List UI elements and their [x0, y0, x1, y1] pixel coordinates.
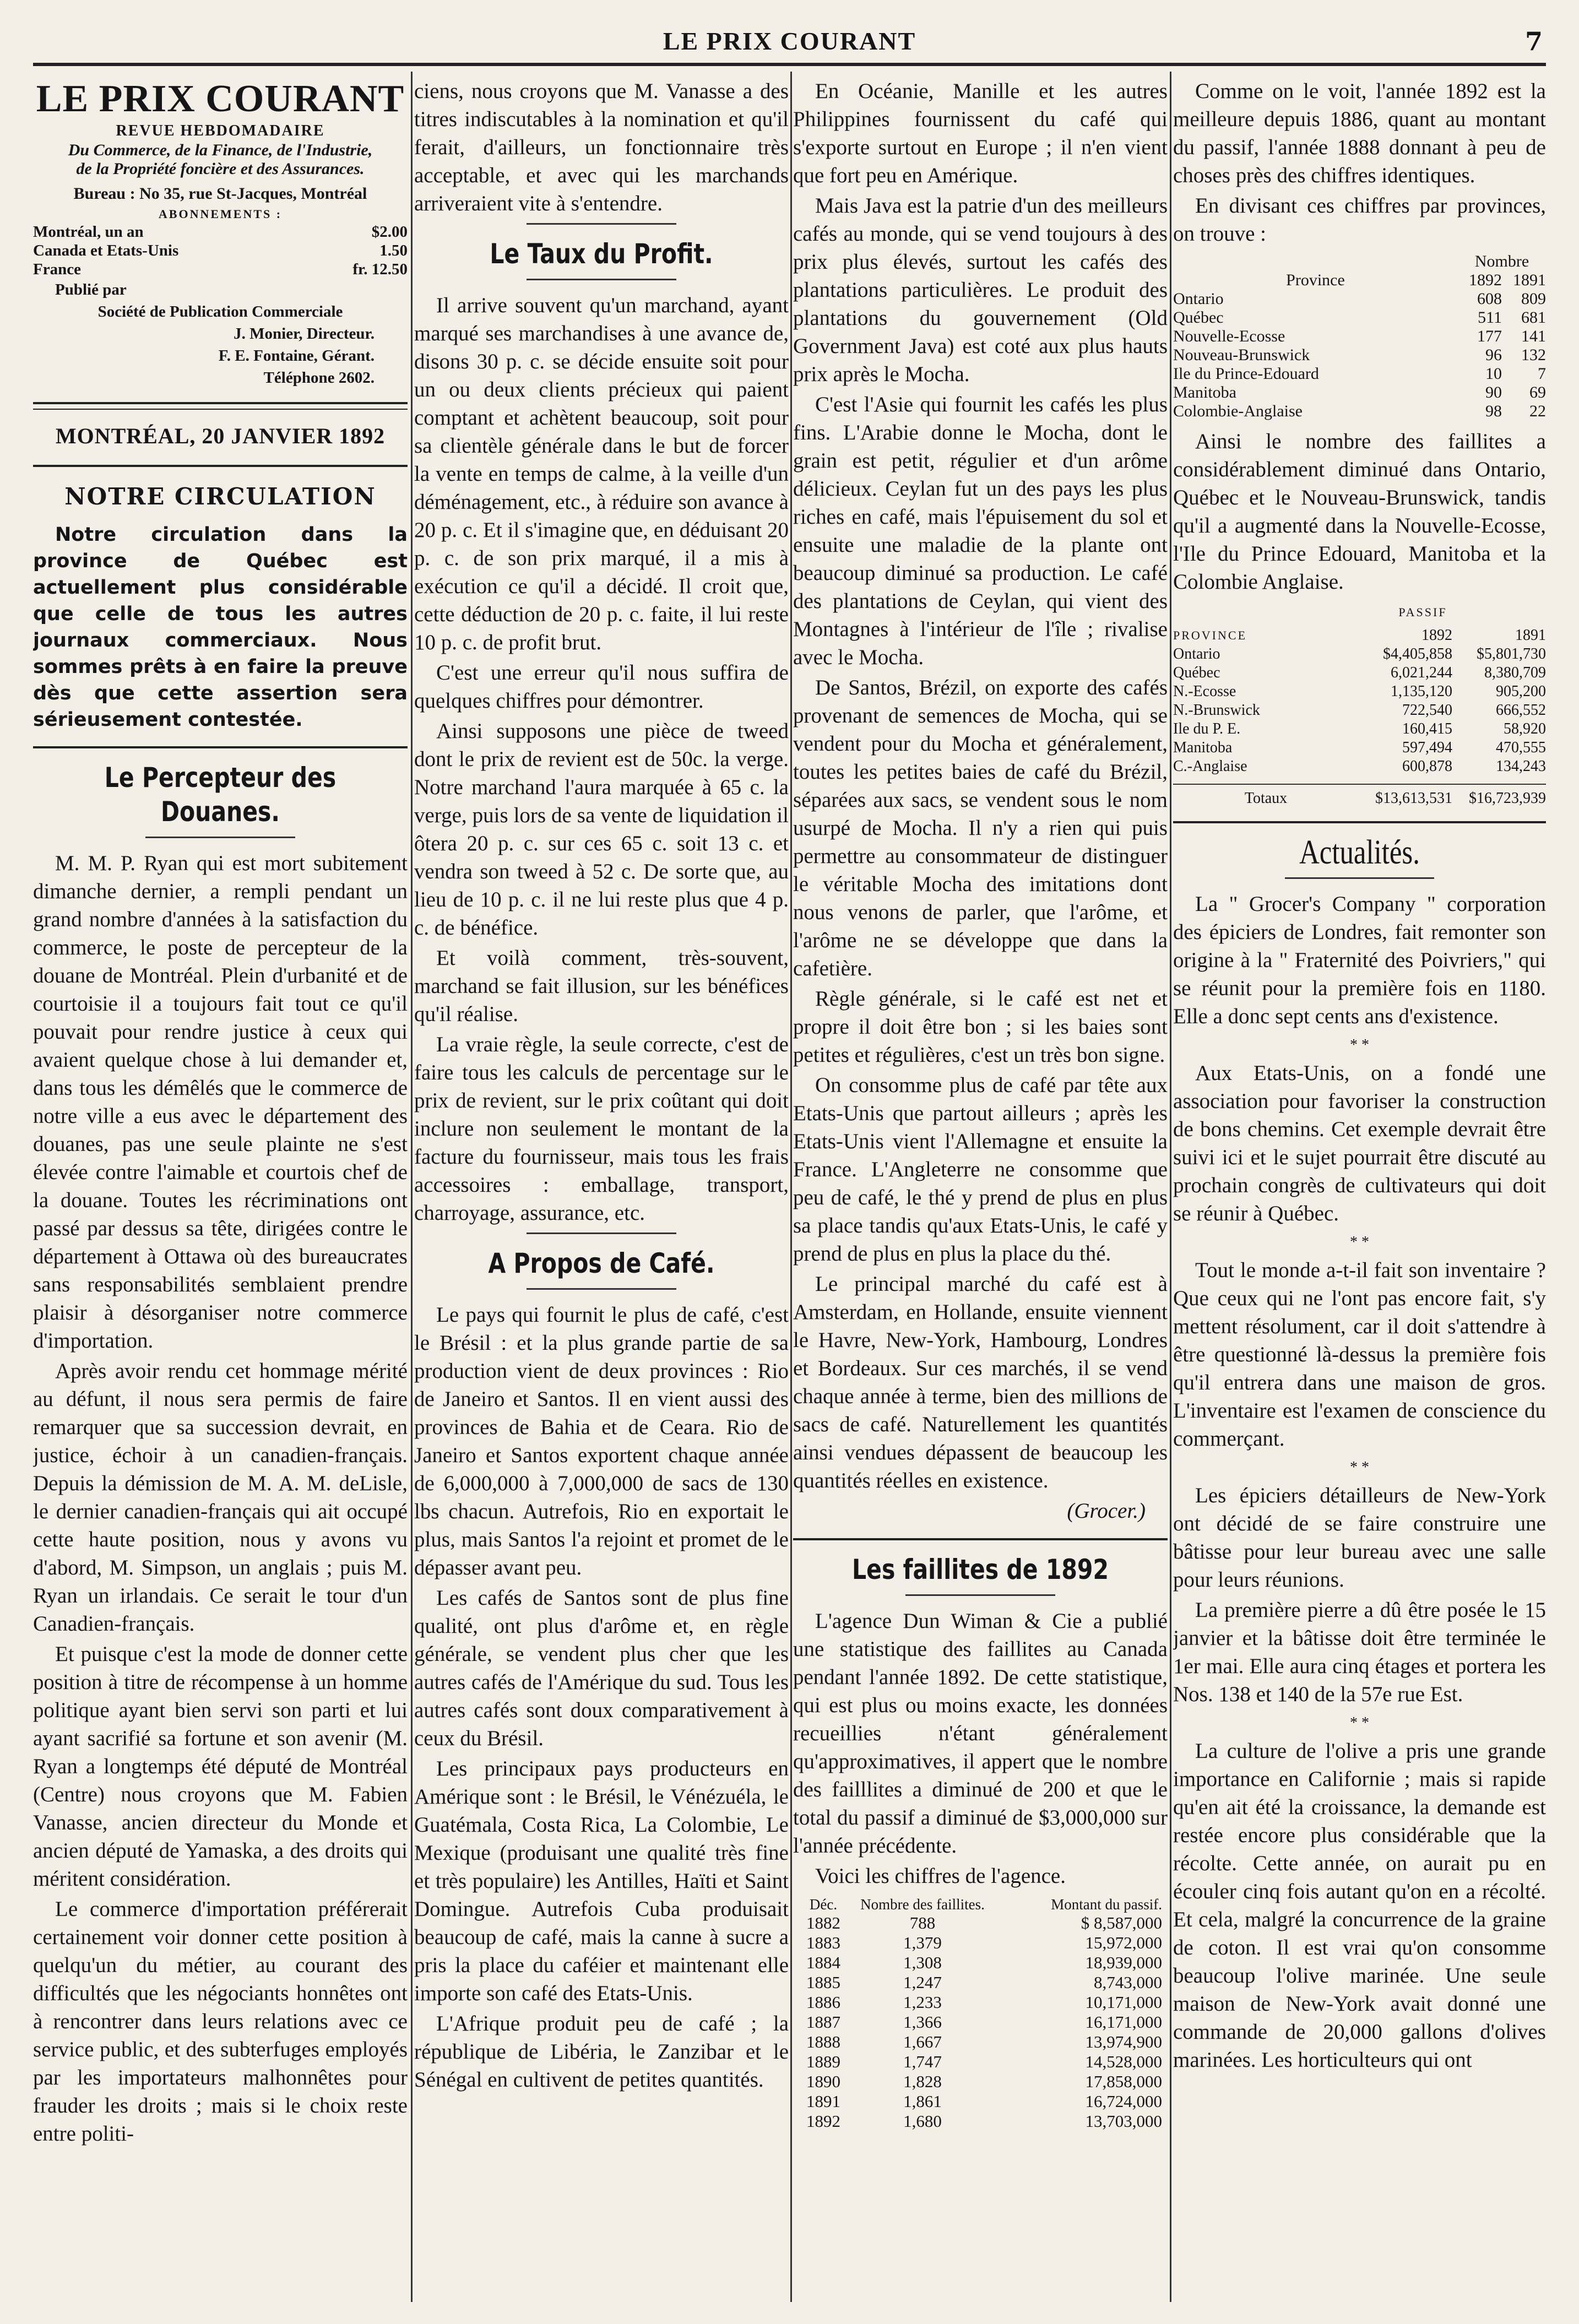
table-cell: 600,878 — [1402, 758, 1452, 775]
table-cell: N.-Brunswick — [1173, 702, 1260, 719]
table-cell: 1883 — [806, 1933, 840, 1952]
table-cell: 1885 — [806, 1973, 840, 1992]
table-cell: Manitoba — [1173, 383, 1236, 401]
table-row — [1173, 365, 1546, 383]
table-cell: 10,171,000 — [1085, 1992, 1162, 2012]
table-row — [793, 1973, 1168, 1992]
directeur: J. Monier, Directeur. — [234, 325, 375, 343]
article-paragraph: Les principaux pays producteurs en Amérique sont : le Brésil, le Vénézuéla, le Guatémala, Costa Rica, La Colombie, Le Mexique (produisant une qualité très fine et très populaire) les Antilles, Haïti et Saint Domingue. Autrefois Cuba produisait beaucoup de café, mais la canne à sucre a pris la place du caféier et maintenant elle importe son café des Etats-Unis. — [414, 1757, 789, 2005]
passif-label: PASSIF — [1398, 605, 1447, 619]
running-header — [33, 22, 1546, 66]
article-paragraph: La culture de l'olive a pris une grande importance en Californie ; mais si rapide qu'en ait été la croissance, la demande est restée encore plus considérable que la récolte. Cette année, on aurait pu en écouler cinq fois autant qu'on en a récolté. Et cela, malgré la concurrence de la graine de coton. Il est vrai qu'on consomme beaucoup l'olive marinée. Une seule maison de New-York avait donné une commande de 20,000 gallons d'olives marinées. Les horticulteurs qui ont — [1173, 1739, 1546, 2072]
table-cell: $ 8,587,000 — [1081, 1913, 1162, 1932]
table-cell: Ile du Prince-Edouard — [1173, 365, 1319, 383]
table-cell: 1891 — [806, 2092, 840, 2111]
column-3 — [793, 77, 1168, 2296]
actualites-heading: Actualités. — [1299, 834, 1420, 871]
table-cell: 1,247 — [903, 1973, 942, 1992]
table-row — [1173, 383, 1546, 402]
table-row — [1173, 757, 1546, 776]
table-row — [793, 1953, 1168, 1973]
table-cell: 69 — [1529, 383, 1546, 401]
table-row — [793, 2052, 1168, 2072]
asterism: * * — [1350, 1459, 1369, 1476]
divider — [793, 1538, 1168, 1540]
price-row: France fr. 12.50 — [33, 260, 408, 278]
table-cell: 681 — [1521, 308, 1546, 327]
divider — [1173, 821, 1546, 823]
table-row — [1173, 402, 1546, 421]
circulation-heading: NOTRE CIRCULATION — [64, 483, 376, 510]
table-cell: 13,703,000 — [1085, 2111, 1162, 2131]
table-cell: 10 — [1485, 365, 1502, 383]
divider — [33, 465, 408, 467]
masthead-tagline: de la Propriété foncière et des Assurances. — [76, 160, 365, 178]
running-title: LE PRIX COURANT — [663, 27, 916, 55]
table-cell: 8,380,709 — [1484, 664, 1546, 681]
table-cell: $4,405,858 — [1383, 645, 1452, 663]
article-paragraph: La première pierre a dû être posée le 15 janvier et la bâtisse doit être terminée le 1er mai. Elle aura cinq étages et portera les Nos. 138 et 140 de la 57e rue Est. — [1173, 1598, 1546, 1706]
article-paragraph: De Santos, Brézil, on exporte des cafés provenant de semences de Mocha, qui se vendent pour du Mocha et généralement, toutes les petites baies de café du Brézil, séparées aux sacs, se vendent sous le nom usurpé de Mocha. Il n'y a rien qui puis permettre au consommateur de distinguer le véritable Mocha des imitations dont nous venons de parler, que l'arôme, et l'arôme ne se développe que dans la cafetière. — [793, 676, 1168, 980]
table-cell: 608 — [1477, 290, 1502, 308]
table-header: Déc. Nombre des faillites. Montant du passif. — [809, 1896, 1162, 1913]
table-row — [1173, 327, 1546, 346]
article-paragraph: Mais Java est la patrie d'un des meilleurs cafés au monde, qui se vend toujours à des prix plus élevés, surtout les cafés des plantations particulières. Le produit des plantations du gouvernement (Old Government Java) est coté aux plus hauts prix après le Mocha. — [793, 194, 1168, 386]
article-paragraph: Ainsi supposons une pièce de tweed dont le prix de revient est de 50c. la verge. Notre marchand l'aura marquée à 65 c. la verge, puis lors de sa vente de liquidation il ôtera 20 p. c. sur ces 65 c. soit 13 c. et vendra son tweed à 52 c. De sorte que, au lieu de 10 p. c. il ne lui reste plus que 4 p. c. de bénéfice. — [414, 719, 789, 940]
table-cell: 134,243 — [1496, 758, 1546, 775]
source-credit: (Grocer.) — [1067, 1499, 1146, 1523]
table-cell: 1886 — [806, 1992, 840, 2012]
table-row — [1173, 739, 1546, 757]
article-paragraph: Les épiciers détailleurs de New-York ont décidé de se faire construire une bâtisse pour leur bureau avec une salle pour leurs réunions. — [1173, 1484, 1546, 1592]
table-cell: 1,233 — [903, 1992, 942, 2012]
cafe-heading: A Propos de Café. — [488, 1247, 715, 1279]
faillites-heading: Les faillites de 1892 — [852, 1554, 1109, 1585]
table-cell: 8,743,000 — [1094, 1973, 1162, 1992]
article-paragraph: Règle générale, si le café est net et propre il doit être bon ; si les baies sont petites et régulières, c'est un très bon signe. — [793, 987, 1168, 1067]
table-cell: 1888 — [806, 2032, 840, 2051]
telephone: Téléphone 2602. — [263, 369, 375, 387]
circulation-text: Notre circulation dans la province de Québec est actuellement plus considérable que celle de tous les autres journaux commerciaux. Nous sommes prêts à en faire la preuve dès que cette assertion sera sérieusement contestée. — [33, 524, 408, 731]
article-paragraph: ciens, nous croyons que M. Vanasse a des titres indiscutables à la nomination et qu'il ferait, d'ailleurs, un fonctionnaire très acceptable, et avec qui les marchands arriveraient vite à s'entendre. — [414, 79, 789, 215]
table-cell: 160,415 — [1402, 720, 1452, 737]
table-cell: Manitoba — [1173, 739, 1233, 756]
province-label: Province — [1286, 271, 1345, 289]
table-row — [793, 1992, 1168, 2012]
table-row — [1173, 645, 1546, 664]
article-paragraph: C'est l'Asie qui fournit les cafés les plus fins. L'Arabie donne le Mocha, dont le grain est petit, régulier et d'un arôme délicieux. Ceylan fut un des pays les plus riches en café, mais l'épuisement du sol et ensuite une maladie de la plante ont beaucoup diminué sa production. Le café des plantations de Ceylan, qui vient des Montagnes à l'intérieur de l'île ; rivalise avec le Mocha. — [793, 393, 1168, 669]
gerant: F. E. Fontaine, Gérant. — [218, 347, 375, 365]
table-row — [1173, 308, 1546, 327]
table-cell: Ile du P. E. — [1173, 720, 1241, 737]
article-paragraph: Comme on le voit, l'année 1892 est la meilleure depuis 1886, quant au montant du passif, l'année 1888 donnant à peu de choses près des chiffres identiques. — [1173, 79, 1546, 187]
masthead-bureau: Bureau : No 35, rue St-Jacques, Montréal — [73, 184, 367, 203]
abonnements-label: ABONNEMENTS : — [158, 207, 283, 221]
table-cell: 58,920 — [1504, 720, 1546, 737]
masthead-subtitle: REVUE HEBDOMADAIRE — [116, 122, 325, 139]
table-cell: 1892 — [806, 2111, 840, 2131]
article-paragraph: Et puisque c'est la mode de donner cette position à titre de récompense à un homme politique ayant bien servi son parti et lui ayant sacrifié sa fortune et son avenir (M. Ryan a longtemps été député de Montréal (Centre) nous croyons que M. Fabien Vanasse, ancien directeur du Monde et ancien député de Yamaska, a des droits qui méritent considération. — [33, 1642, 408, 1891]
table-cell: 1,861 — [903, 2092, 942, 2111]
table-cell: 6,021,244 — [1391, 664, 1452, 681]
table-cell: 511 — [1478, 308, 1502, 327]
article-paragraph: Et voilà comment, très-souvent, marchand se fait illusion, sur les bénéfices qu'il réalise. — [414, 946, 789, 1026]
table-cell: 98 — [1485, 402, 1502, 420]
asterism: * * — [1350, 1234, 1369, 1251]
province-count-table: Nombre Province 1892 1891 Ontario 608 809 Québec 511 681 Nouvelle-Ecosse 177 141 Nouveau-Brunswick 96 132 Ile du Prince-Edouard 10 7 Manitoba 90 69 Colombie-Anglaise 98 22 — [1173, 252, 1546, 420]
table-cell: Québec — [1173, 664, 1220, 681]
table-row — [1173, 290, 1546, 308]
table-cell: Québec — [1173, 308, 1224, 327]
table-cell: 1882 — [806, 1913, 840, 1932]
price-row: Canada et Etats-Unis 1.50 — [33, 242, 408, 259]
total-row: Totaux $13,613,531 $16,723,939 — [1173, 784, 1546, 808]
table-cell: Nouvelle-Ecosse — [1173, 327, 1285, 345]
article-paragraph: L'agence Dun Wiman & Cie a publié une statistique des faillites au Canada pendant l'année 1892. De cette statistique, qui est plus ou moins exacte, les données recueillies n'étant généralement qu'approximatives, il appert que le nombre des failllites a diminué de 200 et que le total du passif a diminué de $3,000,000 sur l'année précédente. — [793, 1609, 1168, 1858]
issue-date: MONTRÉAL, 20 JANVIER 1892 — [55, 423, 386, 448]
divider — [905, 1594, 1055, 1596]
asterism: * * — [1350, 1714, 1369, 1731]
table-row — [793, 1933, 1168, 1953]
table-row — [1173, 682, 1546, 701]
table-cell: 13,974,900 — [1085, 2032, 1162, 2051]
article-paragraph: L'Afrique produit peu de café ; la république de Libéria, le Zanzibar et le Sénégal en cultivent de petites quantités. — [414, 2012, 789, 2092]
table-row — [1173, 720, 1546, 739]
page-number: 7 — [1524, 26, 1543, 56]
article-paragraph: Il arrive souvent qu'un marchand, ayant marqué ses marchandises à une avance de, disons 30 p. c. se décide ensuite soit pour un ou deux clients précieux qui paient comptant et achètent beaucoup, soit pour sa clientèle générale dans le but de forcer la vente en temps de calme, à la veille d'un déménagement, etc., à réduire son avance à 20 p. c. Et il s'imagine que, en déduisant 20 p. c. de son prix marqué, il a mis à exécution ce qu'il a décidé. Il croit que, cette déduction de 20 p. c. faite, il lui reste 10 p. c. de profit brut. — [414, 294, 789, 654]
table-cell: Ontario — [1173, 290, 1224, 308]
article-paragraph: La vraie règle, la seule correcte, c'est de faire tous les calculs de percentage sur le prix de revient, sur le prix coûtant qui doit inclure non seulement le montant de la facture du fournisseur, mais tous les frais accessoires : emballage, transport, charroyage, assurance, etc. — [414, 1033, 789, 1225]
article-paragraph: C'est une erreur qu'il nous suffira de quelques chiffres pour démontrer. — [414, 661, 789, 713]
table-cell: 1,379 — [903, 1933, 942, 1952]
article-paragraph: Le commerce d'importation préférerait certainement voir donner cette position à quelqu'un du métier, au courant des difficultés que les négociants honnêtes ont à rencontrer dans leurs relations avec ce service public, et des subterfuges employés par les importateurs malhonnêtes pour frauder les droits ; mais si le choix reste entre politi- — [33, 1897, 408, 2146]
societe: Société de Publication Commerciale — [97, 303, 343, 321]
table-cell: 1,308 — [903, 1953, 942, 1972]
divider — [1285, 877, 1434, 879]
article-paragraph: Le principal marché du café est à Amsterdam, en Hollande, ensuite viennent le Havre, New-York, Hambourg, Londres et Bordeaux. Sur ces marchés, il se vend chaque année à terme, bien des millions de sacs de café. Naturellement les quantités ainsi vendues dépassent de beaucoup les quantités réelles en existence. — [793, 1272, 1168, 1492]
article-paragraph: La " Grocer's Company " corporation des épiciers de Londres, fait remonter son origine à la " Fraternité des Poivriers," qui se réunit pour la première fois en 1180. Elle a donc sept cents ans d'existence. — [1173, 892, 1546, 1028]
table-cell: 470,555 — [1496, 739, 1546, 756]
article-paragraph: Ainsi le nombre des faillites a considérablement diminué dans Ontario, Québec et le Nouveau-Brunswick, tandis qu'il a augmenté dans la Nouvelle-Ecosse, l'Ile du Prince Edouard, Manitoba et la Colombie Anglaise. — [1173, 430, 1546, 594]
article-paragraph: En Océanie, Manille et les autres Philippines fournissent du café qui s'exporte surtout en Europe ; il n'en vient que fort peu en Amérique. — [793, 79, 1168, 187]
table-cell: 1889 — [806, 2052, 840, 2071]
table-row — [793, 2012, 1168, 2032]
column-4 — [1173, 77, 1546, 2296]
article-paragraph: Tout le monde a-t-il fait son inventaire ? Que ceux qui ne l'ont pas encore fait, s'y mettent résolument, car il doit s'attendre à être questionné là-dessus la première fois qu'il entrera dans une maison de gros. L'inventaire est l'examen de conscience du commerçant. — [1173, 1258, 1546, 1451]
table-cell: 666,552 — [1496, 702, 1546, 719]
article-paragraph: Les cafés de Santos sont de plus fine qualité, ont plus d'arôme et, en règle générale, se vendent plus cher que les autres cafés de l'Amérique du sud. Tous les autres cafés sont doux comparativement à ceux du Brésil. — [414, 1586, 789, 1750]
province-passif-table: PASSIF PROVINCE 1892 1891 Ontario $4,405,858 $5,801,730 Québec 6,021,244 8,380,709 N.-Ecosse 1,135,120 905,200 N.-Brunswick 722,540 666,552 Ile du P. E. 160,415 58,920 Manitoba 597,494 470,555 C.-Anglaise 600,878 134,243 Totaux $13,613,531 $16,723,939 — [1173, 598, 1546, 808]
table-cell: 22 — [1529, 402, 1546, 420]
table-row — [793, 2032, 1168, 2052]
table-cell: 96 — [1485, 346, 1502, 364]
faillites-table — [793, 1896, 1168, 2131]
table-cell: 1,680 — [903, 2111, 942, 2131]
table-cell: 1884 — [806, 1953, 840, 1972]
table-cell: 1,366 — [903, 2012, 942, 2032]
divider — [33, 402, 408, 404]
table-cell: Nouveau-Brunswick — [1173, 346, 1310, 364]
column-rule — [411, 72, 413, 2302]
divider — [33, 746, 408, 748]
price-row: Montréal, un an $2.00 — [33, 223, 408, 241]
masthead-tagline: Du Commerce, de la Finance, de l'Industrie, — [68, 141, 373, 159]
divider — [527, 223, 676, 225]
divider — [527, 1288, 676, 1290]
table-cell: 788 — [909, 1913, 936, 1932]
table-row — [793, 1913, 1168, 1933]
table-row — [793, 2072, 1168, 2092]
table-cell: 16,724,000 — [1085, 2092, 1162, 2111]
column-1 — [33, 77, 408, 2296]
divider — [527, 279, 676, 280]
percepteur-heading: Le Percepteur des Douanes. — [104, 762, 337, 828]
article-paragraph: Après avoir rendu cet hommage mérité au défunt, il nous sera permis de faire remarquer que sa succession devrait, en justice, échoir à un canadien-français. Depuis la démission de M. A. M. deLisle, le dernier canadien-français qui ait occupé cette haute position, nous y avons vu d'abord, M. Simpson, un anglais ; puis M. Ryan un irlandais. Ce serait le tour d'un Canadien-français. — [33, 1359, 408, 1636]
article-paragraph: En divisant ces chiffres par provinces, on trouve : — [1173, 194, 1546, 246]
table-cell: 1,667 — [903, 2032, 942, 2051]
table-cell: C.-Anglaise — [1173, 758, 1247, 775]
table-cell: 132 — [1521, 346, 1546, 364]
table-cell: 90 — [1485, 383, 1502, 401]
table-cell: 18,939,000 — [1085, 1953, 1162, 1972]
table-row — [1173, 664, 1546, 682]
table-cell: 1,747 — [903, 2052, 942, 2071]
article-paragraph: Voici les chiffres de l'agence. — [815, 1864, 1066, 1888]
table-cell: 809 — [1521, 290, 1546, 308]
column-rule — [790, 72, 792, 2302]
table-cell: 597,494 — [1402, 739, 1452, 756]
column-rule — [1170, 72, 1171, 2302]
table-cell: 15,972,000 — [1085, 1933, 1162, 1952]
article-paragraph: On consomme plus de café par tête aux Etats-Unis que partout ailleurs ; après les Etats-Unis vient l'Allemagne et ensuite la France. L'Angleterre ne consomme que peu de café, le thé y prend de plus en plus sa place tandis qu'aux Etats-Unis, le café y prend de plus en plus la place du thé. — [793, 1073, 1168, 1266]
divider — [145, 837, 295, 838]
nombre-label: Nombre — [1474, 252, 1529, 270]
publie-par: Publié par — [55, 281, 127, 298]
table-cell: N.-Ecosse — [1173, 683, 1236, 700]
table-cell: 16,171,000 — [1085, 2012, 1162, 2032]
table-cell: 14,528,000 — [1085, 2052, 1162, 2071]
column-2 — [414, 77, 789, 2296]
masthead-title: LE PRIX COURANT — [36, 78, 405, 120]
table-row — [1173, 701, 1546, 720]
profit-heading: Le Taux du Profit. — [490, 238, 713, 270]
table-cell: $5,801,730 — [1477, 645, 1546, 663]
table-cell: 17,858,000 — [1085, 2072, 1162, 2091]
table-row — [793, 2111, 1168, 2131]
table-cell: 141 — [1521, 327, 1546, 345]
table-row — [1173, 346, 1546, 365]
table-cell: 177 — [1477, 327, 1502, 345]
table-row — [793, 2092, 1168, 2111]
table-cell: 1890 — [806, 2072, 840, 2091]
table-cell: 1,135,120 — [1391, 683, 1452, 700]
article-paragraph: M. M. P. Ryan qui est mort subitement dimanche dernier, a rempli pendant un grand nombre d'années à la satisfaction du commerce, le poste de percepteur de la douane de Montréal. Plein d'urbanité et de courtoisie il a toujours fait tout ce qu'il pouvait pour rendre justice à ceux qui avaient quelque chose à lui demander et, dans tous les démêlés que le commerce de notre ville a eus avec le département des douanes, pas une seule plainte ne s'est élevée contre l'aimable et courtois chef de la douane. Toutes les récriminations ont passé par dessus sa tête, dirigées contre le département à Ottawa où des bureaucrates sans responsabilités semblaient prendre plaisir à désorganiser notre commerce d'importation. — [33, 851, 408, 1353]
table-cell: Colombie-Anglaise — [1173, 402, 1303, 420]
table-cell: 1887 — [806, 2012, 840, 2032]
table-cell: 1,828 — [903, 2072, 942, 2091]
article-paragraph: Le pays qui fournit le plus de café, c'est le Brésil : et la plus grande partie de sa production vient de deux provinces : Rio de Janeiro et Santos. Il en vient aussi des provinces de Bahia et de Ceara. Rio de Janeiro et Santos exportent chaque année de 6,000,000 à 7,000,000 de sacs de 130 lbs chacun. Autrefois, Rio en exportait le plus, mais Santos l'a rejoint et promet de le dépasser avant peu. — [414, 1303, 789, 1579]
table-cell: 905,200 — [1496, 683, 1546, 700]
table-cell: 722,540 — [1402, 702, 1452, 719]
asterism: * * — [1350, 1036, 1369, 1054]
table-cell: Ontario — [1173, 645, 1220, 663]
article-paragraph: Aux Etats-Unis, on a fondé une association pour favoriser la construction de bons chemins. Cet exemple devrait être suivi ici et le sujet pourrait être discuté au prochain congrès de cultivateurs qui doit se réunir à Québec. — [1173, 1061, 1546, 1225]
divider — [527, 1232, 676, 1234]
divider — [33, 409, 408, 410]
table-cell: 7 — [1538, 365, 1546, 383]
